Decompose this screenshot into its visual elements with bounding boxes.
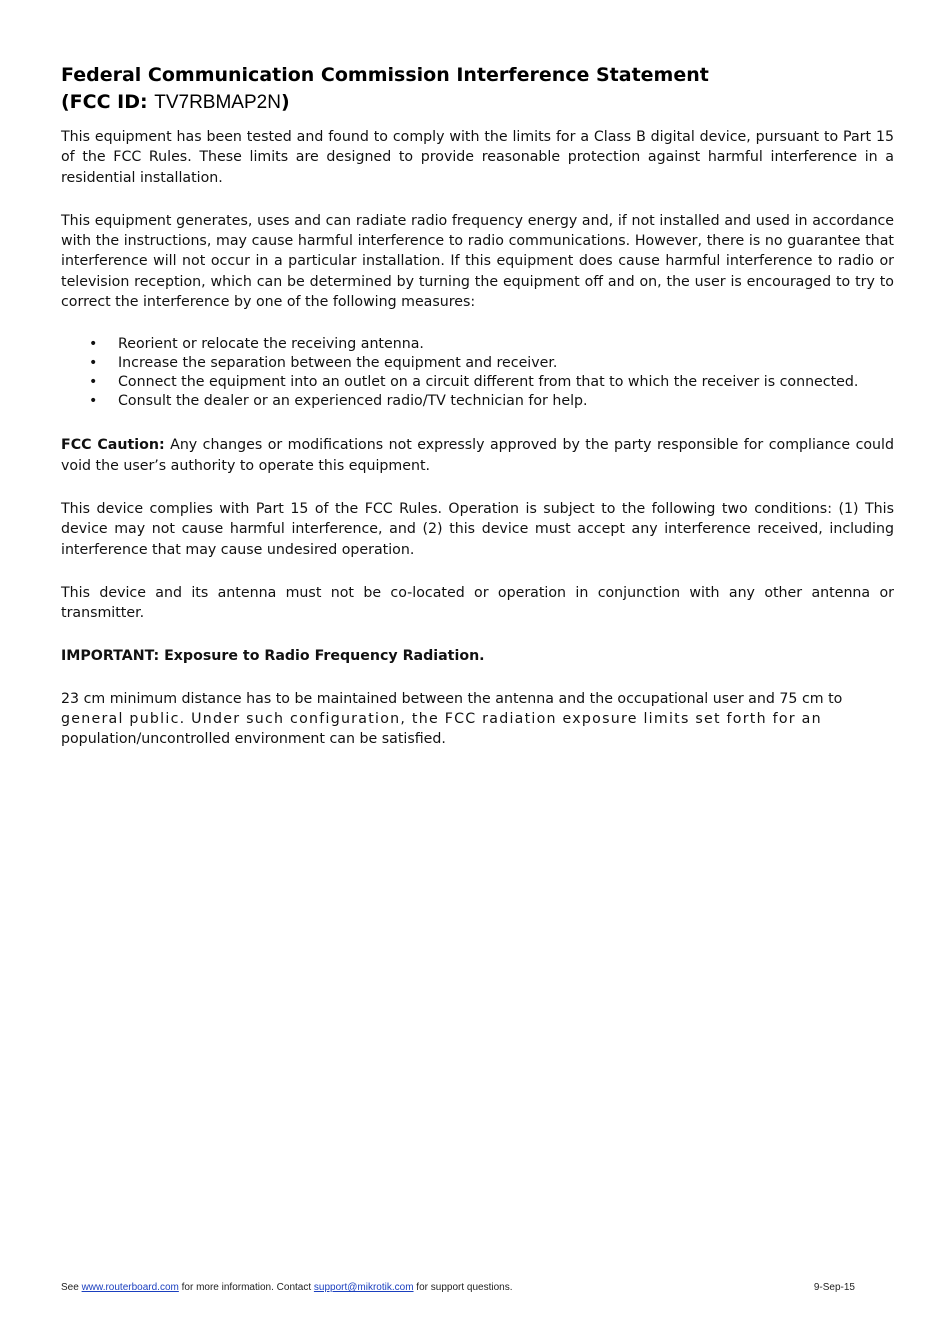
list-item: [61, 373, 894, 392]
rf-exposure-line-3: population/uncontrolled environment can be satisfied.: [61, 731, 446, 748]
caution-label: FCC Caution:: [61, 437, 165, 454]
paragraph-interference: This equipment generates, uses and can radiate radio frequency energy and, if not installed and used in accordance with the instructions, may cause harmful interference to radio communications. However, there is no guarantee that interference will not occur in a particular installation. If this equipment does cause harmful interference to radio or television reception, which can be determined by turning the equipment off and on, the user is encouraged to try to correct the interference by one of the following measures:: [61, 212, 894, 311]
measures-list: [61, 335, 894, 411]
fcc-id-label: (FCC ID:: [61, 91, 148, 113]
important-heading: IMPORTANT: Exposure to Radio Frequency Radiation.: [61, 648, 485, 665]
bullet-icon: •: [89, 393, 98, 410]
paragraph-rf-exposure: [61, 689, 894, 750]
footer-end: for support questions.: [413, 1282, 513, 1293]
document-page: [61, 62, 894, 773]
paragraph-compliance: This equipment has been tested and found to comply with the limits for a Class B digital device, pursuant to Part 15 of the FCC Rules. These limits are designed to provide reasonable protection against harmful interference in a residential installation.: [61, 129, 894, 186]
rf-exposure-line-1: 23 cm minimum distance has to be maintained between the antenna and the occupational user and 75 cm to: [61, 690, 843, 707]
rf-exposure-line-2: general public. Under such configuration, the FCC radiation exposure limits set forth for an: [61, 711, 822, 728]
caution-text: Any changes or modifications not expressly approved by the party responsible for compliance could void the user’s authority to operate this equipment.: [61, 437, 894, 474]
bullet-icon: •: [89, 336, 98, 353]
bullet-icon: •: [89, 355, 98, 372]
list-item-text: Connect the equipment into an outlet on a circuit different from that to which the receiver is connected.: [118, 374, 859, 391]
document-title: Federal Communication Commission Interference Statement: [61, 64, 709, 86]
list-item: [61, 392, 894, 411]
fcc-id-value: TV7RBMAP2N: [154, 92, 281, 113]
list-item: [61, 335, 894, 354]
list-item-text: Consult the dealer or an experienced radio/TV technician for help.: [118, 393, 588, 410]
paragraph-part15: This device complies with Part 15 of the FCC Rules. Operation is subject to the following two conditions: (1) This device may not cause harmful interference, and (2) this device must accept any interference received, including interference that may cause undesired operation.: [61, 500, 894, 558]
fcc-id-line: [61, 89, 894, 116]
routerboard-link[interactable]: www.routerboard.com: [81, 1282, 179, 1293]
footer-mid: for more information. Contact: [178, 1282, 314, 1293]
fcc-id-close: ): [280, 91, 290, 113]
paragraph-colocation: This device and its antenna must not be co-located or operation in conjunction with any other antenna or transmitter.: [61, 584, 894, 622]
bullet-icon: •: [89, 374, 98, 391]
footer-date: 9-Sep-15: [813, 1282, 855, 1293]
support-email-link[interactable]: support@mikrotik.com: [313, 1282, 414, 1293]
paragraph-caution: [61, 435, 894, 476]
list-item-text: Reorient or relocate the receiving antenna.: [118, 336, 424, 353]
list-item: [61, 354, 894, 373]
list-item-text: Increase the separation between the equipment and receiver.: [118, 355, 558, 372]
page-footer: [61, 1282, 855, 1293]
footer-see: See: [61, 1282, 82, 1293]
